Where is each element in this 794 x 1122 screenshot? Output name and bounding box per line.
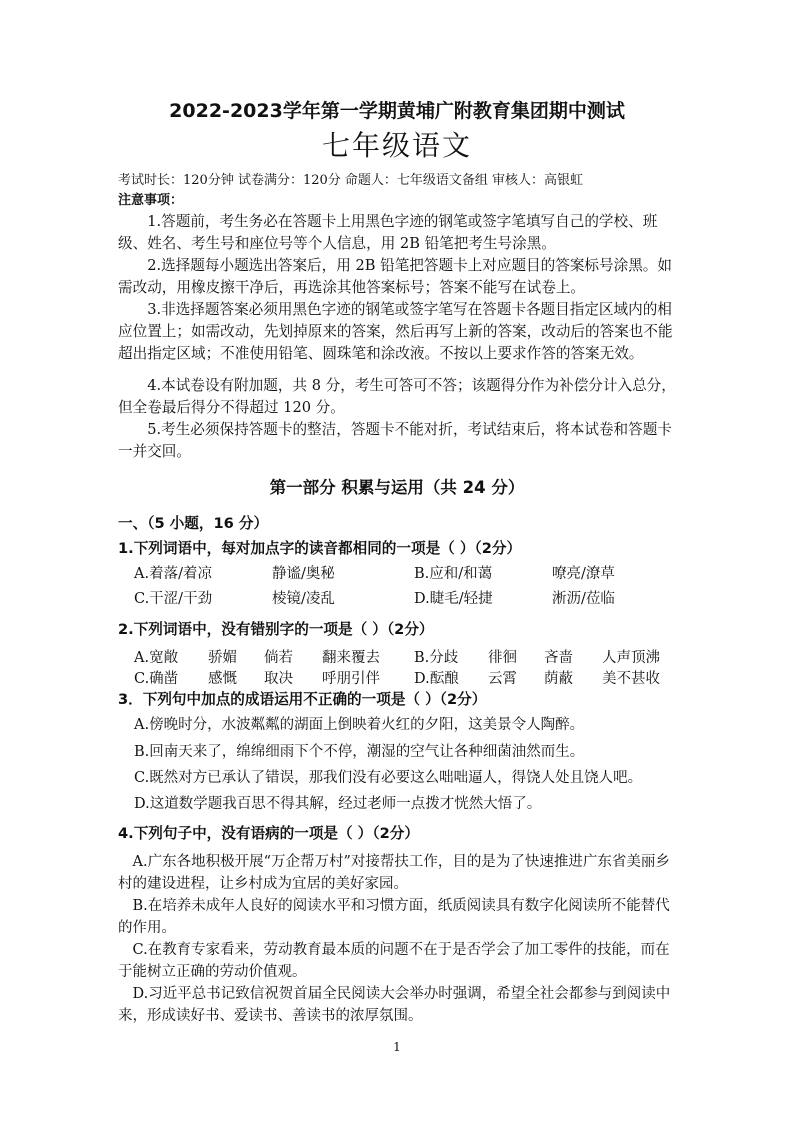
notice-item: 4.本试卷设有附加题，共 8 分，考生可答可不答；该题得分作为补偿分计入总分，但全卷最后得分不得超过 120 分。 <box>118 377 676 416</box>
q2-word: 倘若 <box>264 650 293 666</box>
q4-option-b: B.在培养未成年人良好的阅读水平和习惯方面，纸质阅读具有数字化阅读所不能替代的作用。 <box>118 898 670 936</box>
question-3-heading: 3．下列句中加点的成语运用不正确的一项是（ ）（2分） <box>118 691 487 708</box>
q3-option-b: B.回南天来了，绵绵细雨下个不停，潮湿的空气让各种细菌油然而生。 <box>134 744 585 760</box>
q3-option-d: D.这道数学题我百思不得其解，经过老师一点拨才恍然大悟了。 <box>134 796 542 812</box>
q2-word: 骄媚 <box>208 650 237 666</box>
notice-item: 5.考生必须保持答题卡的整洁，答题卡不能对折，考试结束后，将本试卷和答题卡一并交回。 <box>118 421 672 460</box>
q4-option-c: C.在教育专家看来，劳动教育最本质的问题不在于是否学会了加工零件的技能，而在于能树立正确的劳动价值观。 <box>118 942 670 980</box>
q2-word: D.酝酿 <box>414 671 459 687</box>
q1-option-d-pair2: 淅沥/莅临 <box>552 591 615 607</box>
q1-option-c-pair2: 棱镜/凌乱 <box>272 591 335 607</box>
q1-option-a-pair2: 静谧/奥秘 <box>272 566 335 582</box>
exam-subtitle: 七年级语文 <box>321 129 472 162</box>
question-4-heading: 4.下列句子中，没有语病的一项是（ ）（2分） <box>118 825 419 842</box>
q2-word: 徘徊 <box>488 650 517 666</box>
notice-item: 2.选择题每小题选出答案后，用 2B 铅笔把答题卡上对应题目的答案标号涂黑。如需改动，用橡皮擦干净后，再选涂其他答案标号；答案不能写在试卷上。 <box>118 257 672 296</box>
q2-word: 取决 <box>264 671 293 687</box>
q3-option-c: C.既然对方已承认了错误，那我们没有必要这么咄咄逼人，得饶人处且饶人吧。 <box>134 770 643 786</box>
q2-word: 美不甚收 <box>602 671 660 687</box>
question-2-heading: 2.下列词语中，没有错别字的一项是（ ）（2分） <box>118 621 434 638</box>
notice-item: 1.答题前，考生务必在答题卡上用黑色字迹的钢笔或签字笔填写自己的学校、班级、姓名、考生号和座位号等个人信息，用 2B 铅笔把考生号涂黑。 <box>118 213 658 252</box>
q2-word: 荫蔽 <box>544 671 573 687</box>
q2-word: B.分歧 <box>414 650 459 666</box>
notice-heading: 注意事项： <box>118 193 184 208</box>
q1-option-b-pair2: 嘹亮/潦草 <box>552 566 615 582</box>
question-group-heading: 一、（5 小题，16 分） <box>118 515 269 532</box>
q2-word: 翻来覆去 <box>322 650 380 666</box>
q1-option-a: A.着落/着凉 <box>134 566 212 582</box>
q2-word: 云霄 <box>488 671 517 687</box>
q2-word: 感慨 <box>208 671 237 687</box>
exam-meta: 考试时长：120分钟 试卷满分：120分 命题人：七年级语文备组 审核人：高银虹 <box>118 173 584 188</box>
q4-option-d: D.习近平总书记致信祝贺首届全民阅读大会举办时强调，希望全社会都参与到阅读中来，形成读好书、爱读书、善读书的浓厚氛围。 <box>118 986 671 1024</box>
q2-word: 人声顶沸 <box>602 650 660 666</box>
page-number: 1 <box>393 1040 401 1054</box>
notice-item: 3.非选择题答案必须用黑色字迹的钢笔或签字笔写在答题卡各题目指定区域内的相应位置上；如需改动，先划掉原来的答案，然后再写上新的答案，改动后的答案也不能超出指定区域；不准使用铅笔、圆珠笔和涂改液。不按以上要求作答的答案无效。 <box>118 301 673 362</box>
q1-option-c: C.干涩/干劲 <box>134 591 213 607</box>
q2-word: 呼朋引伴 <box>322 671 380 687</box>
q1-option-d: D.睫毛/轻捷 <box>414 591 493 607</box>
q1-option-b: B.应和/和蔼 <box>414 566 493 582</box>
q2-word: 吝啬 <box>544 650 573 666</box>
exam-title: 2022-2023学年第一学期黄埔广附教育集团期中测试 <box>169 100 625 122</box>
q2-word: A.宽敞 <box>134 650 179 666</box>
q2-word: C.确凿 <box>134 671 179 687</box>
question-1-heading: 1.下列词语中，每对加点字的读音都相同的一项是（ ）（2分） <box>118 540 522 557</box>
section-title: 第一部分 积累与运用（共 24 分） <box>269 478 525 497</box>
q3-option-a: A.傍晚时分，水波粼粼的湖面上倒映着火红的夕阳，这美景令人陶醉。 <box>134 717 585 733</box>
q4-option-a: A.广东各地积极开展“万企帮万村”对接帮扶工作，目的是为了快速推进广东省美丽乡村的建设进程，让乡村成为宜居的美好家园。 <box>118 854 670 892</box>
